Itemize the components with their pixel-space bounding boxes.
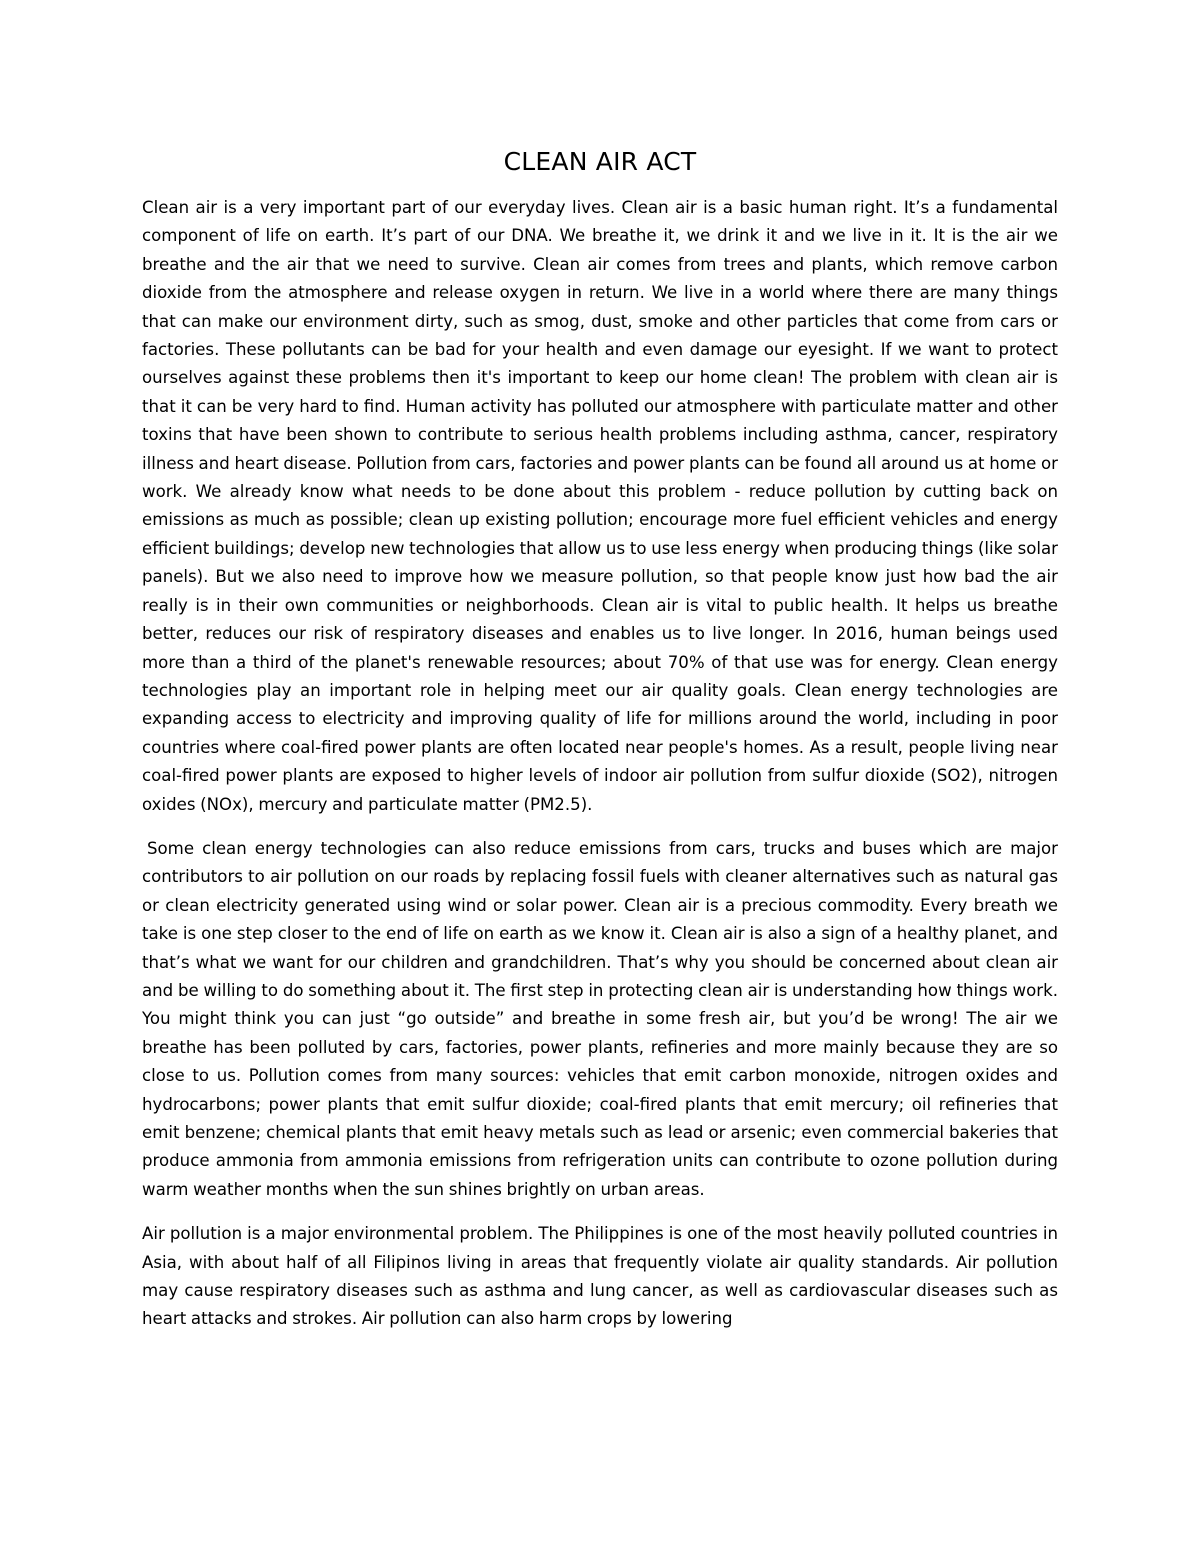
paragraph-1: Clean air is a very important part of our everyday lives. Clean air is a basic human right. It’s a fundamental component of life on earth. It’s part of our DNA. We breathe it, we drink it and we live in it. It is the air we breathe and the air that we need to survive. Clean air comes from trees and plants, which remove carbon dioxide from the atmosphere and release oxygen in return. We live in a world where there are many things that can make our environment dirty, such as smog, dust, smoke and other particles that come from cars or factories. These pollutants can be bad for your health and even damage our eyesight. If we want to protect ourselves against these problems then it's important to keep our home clean! The problem with clean air is that it can be very hard to find. Human activity has polluted our atmosphere with particulate matter and other toxins that have been shown to contribute to serious health problems including asthma, cancer, respiratory illness and heart disease. Pollution from cars, factories and power plants can be found all around us at home or work. We already know what needs to be done about this problem - reduce pollution by cutting back on emissions as much as possible; clean up existing pollution; encourage more fuel efficient vehicles and energy efficient buildings; develop new technologies that allow us to use less energy when producing things (like solar panels). But we also need to improve how we measure pollution, so that people know just how bad the air really is in their own communities or neighborhoods. Clean air is vital to public health. It helps us breathe better, reduces our risk of respiratory diseases and enables us to live longer. In 2016, human beings used more than a third of the planet's renewable resources; about 70% of that use was for energy. Clean energy technologies play an important role in helping meet our air quality goals. Clean energy technologies are expanding access to electricity and improving quality of life for millions around the world, including in poor countries where coal-fired power plants are often located near people's homes. As a result, people living near coal-fired power plants are exposed to higher levels of indoor air pollution from sulfur dioxide (SO2), nitrogen oxides (NOx), mercury and particulate matter (PM2.5). <box>142 198 1058 814</box>
paragraph-3: Air pollution is a major environmental problem. The Philippines is one of the most heavily polluted countries in Asia, with about half of all Filipinos living in areas that frequently violate air quality standards. Air pollution may cause respiratory diseases such as asthma and lung cancer, as well as cardiovascular diseases such as heart attacks and strokes. Air pollution can also harm crops by lowering <box>142 1224 1058 1329</box>
paragraph-2: Some clean energy technologies can also reduce emissions from cars, trucks and buses which are major contributors to air pollution on our roads by replacing fossil fuels with cleaner alternatives such as natural gas or clean electricity generated using wind or solar power. Clean air is a precious commodity. Every breath we take is one step closer to the end of life on earth as we know it. Clean air is also a sign of a healthy planet, and that’s what we want for our children and grandchildren. That’s why you should be concerned about clean air and be willing to do something about it. The first step in protecting clean air is understanding how things work. You might think you can just “go outside” and breathe in some fresh air, but you’d be wrong! The air we breathe has been polluted by cars, factories, power plants, refineries and more mainly because they are so close to us. Pollution comes from many sources: vehicles that emit carbon monoxide, nitrogen oxides and hydrocarbons; power plants that emit sulfur dioxide; coal-fired plants that emit mercury; oil refineries that emit benzene; chemical plants that emit heavy metals such as lead or arsenic; even commercial bakeries that produce ammonia from ammonia emissions from refrigeration units can contribute to ozone pollution during warm weather months when the sun shines brightly on urban areas. <box>142 838 1058 1199</box>
page-title: CLEAN AIR ACT <box>503 147 697 176</box>
